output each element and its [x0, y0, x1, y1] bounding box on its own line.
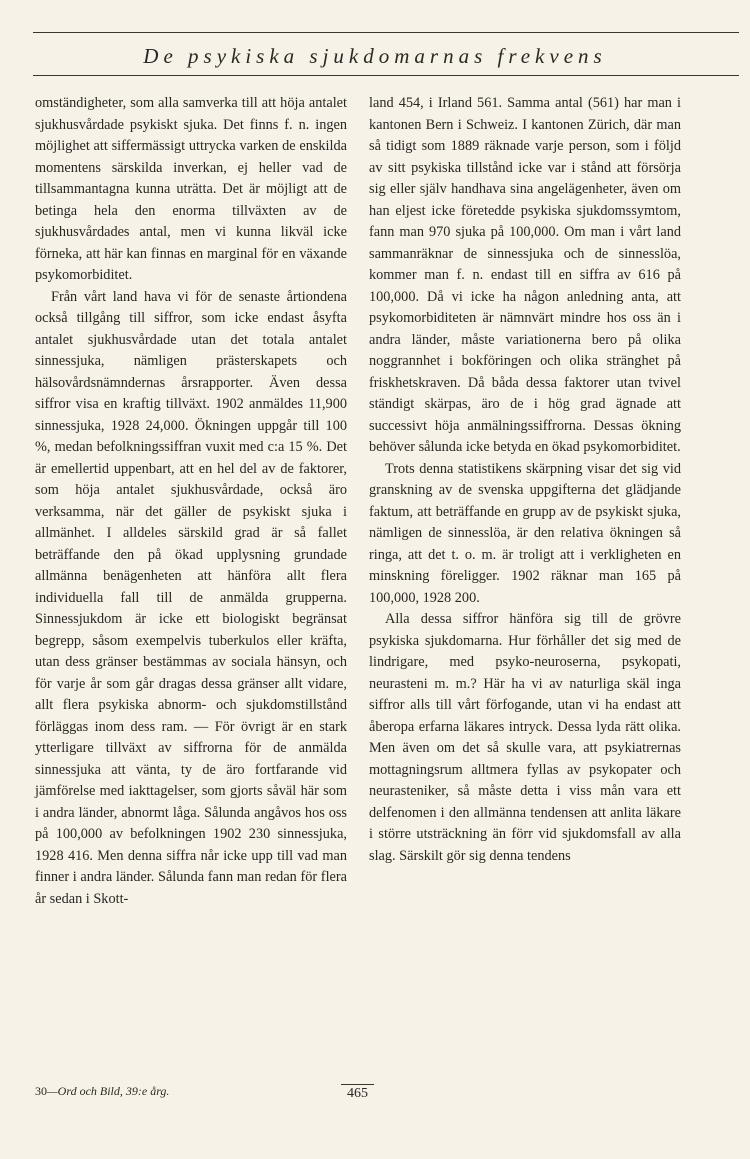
paragraph: Trots denna statistikens skärpning visar det sig vid granskning av de svenska uppgifterna det glädjande faktum, att beträffande en grupp av de psykiskt sjuka, nämligen de sinnesslöa, är den relativa ökningen så ringa, att det t. o. m. är troligt att i verkligheten en minskning föreligger. 1902 räknar man 165 på 100,000, 1928 200. [369, 460, 681, 606]
running-head: De psykiska sjukdomarnas frekvens [143, 44, 607, 68]
paragraph: omständigheter, som alla samverka till att höja antalet sjukhusvårdade psykiskt sjuka. Det finns f. n. ingen möjlighet att siffermässigt uttrycka varken de enskilda momentens särskilda inverkan, ej heller vad de tillsammantagna kunna uträtta. Det är möjligt att de betinga hela den enorma tillväxten av de sjukhusvårdades antal, men vi kunna likväl icke förneka, att här kan finnas en marginal för en växande psykomorbiditet. [35, 95, 347, 283]
signature-text: Ord och Bild, 39:e årg. [57, 1084, 170, 1098]
header-rule [33, 75, 739, 76]
top-rule [33, 32, 739, 33]
paragraph: Från vårt land hava vi för de senaste årtiondena också tillgång till siffror, som icke endast åsyfta antalet sjukhusvårdade utan det totala antalet sinnessjuka, nämligen prästerskapets och hälsovårdsnämndernas årsrapporter. Även dessa siffror visa en kraftig tillväxt. 1902 anmäldes 11,900 sinnessjuka, 1928 24,000. Ökningen uppgår till 100 %, medan befolkningssiffran vuxit med c:a 15 %. Det är emellertid uppenbart, att en hel del av de faktorer, som höja antalet sjukhusvårdade, också äro verksamma, när det gäller de psykiskt sjuka i allmänhet. I alldeles särskild grad är så fallet beträffande den på ökad upplysning grundade allmänna benägenheten att hänföra allt flera individuella fall till de anmälda grupperna. Sinnessjukdom är icke ett biologiskt begränsat begrepp, såsom exempelvis tuberkulos eller kräfta, utan dess gränser bestämmas av sociala hänsyn, och för varje år som går dragas dessa gränser allt vidare, allt flera psykiska abnorm- och sjukdomstillstånd förläggas inom dess ram. — För övrigt är en stark ytterligare tillväxt av siffrorna för de anmälda sinnessjuka att vänta, ty de äro fortfarande vid jämförelse med iakttagelser, som gjorts såväl här som i andra länder, abnormt låga. Sålunda angåvos hos oss på 100,000 av befolkningen 1902 230 sinnessjuka, 1928 416. Men denna siffra når icke upp till vad man finner i andra länder. Sålunda fann man redan för flera år sedan i Skott- [35, 288, 347, 907]
folio-rule [341, 1084, 374, 1085]
paragraph: land 454, i Irland 561. Samma antal (561) har man i kantonen Bern i Schweiz. I kantonen Zürich, där man så tidigt som 1889 räknade varje person, som i följd av sitt psykiska tillstånd icke var i stånd att försörja sig eller själv handhava sina angelägenheter, även om han eljest icke företedde psykiska sjukdomssymtom, fann man 970 sjuka på 100,000. Om man i vårt land sammanräknar de sinnessjuka och de sinnesslöa, kommer man f. n. endast till en siffra av 616 på 100,000. Då vi icke ha någon anledning anta, att psykomorbiditeten är nämnvärt mindre hos oss än i andra länder, måste variationerna bero på olika noggrannhet i bokföringen och olika stränghet på friskhetskraven. Då båda dessa faktorer utan tvivel ständigt skärpas, äro de i hög grad ägnade att successivt höja anmälningssiffrorna. Dessas ökning behöver sålunda icke betyda en ökad psykomorbiditet. [369, 95, 681, 455]
left-column [35, 93, 347, 910]
page-number: 465 [347, 1086, 368, 1101]
right-column [369, 93, 681, 867]
paragraph: Alla dessa siffror hänföra sig till de grövre psykiska sjukdomarna. Hur förhåller det sig med de lindrigare, med psyko-neuroserna, psykopati, neurasteni m. m.? Här ha vi av naturliga skäl inga siffror alls till vårt förfogande, utan vi ha endast att åberopa erfarna läkares intryck. Dessa lyda rätt olika. Men även om det så skulle vara, att psykiatrernas mottagningsrum alltmera fyllas av psykopater och neurasteniker, så måste detta i viss mån vara ett delfenomen i den allmänna tendensen att anlita läkare i större utsträckning än förr vid sjukdomsfall av alla slag. Särskilt gör sig denna tendens [369, 611, 681, 864]
signature-line: 30—Ord och Bild, 39:e årg. [35, 1084, 170, 1098]
signature-number: 30 [35, 1084, 47, 1098]
